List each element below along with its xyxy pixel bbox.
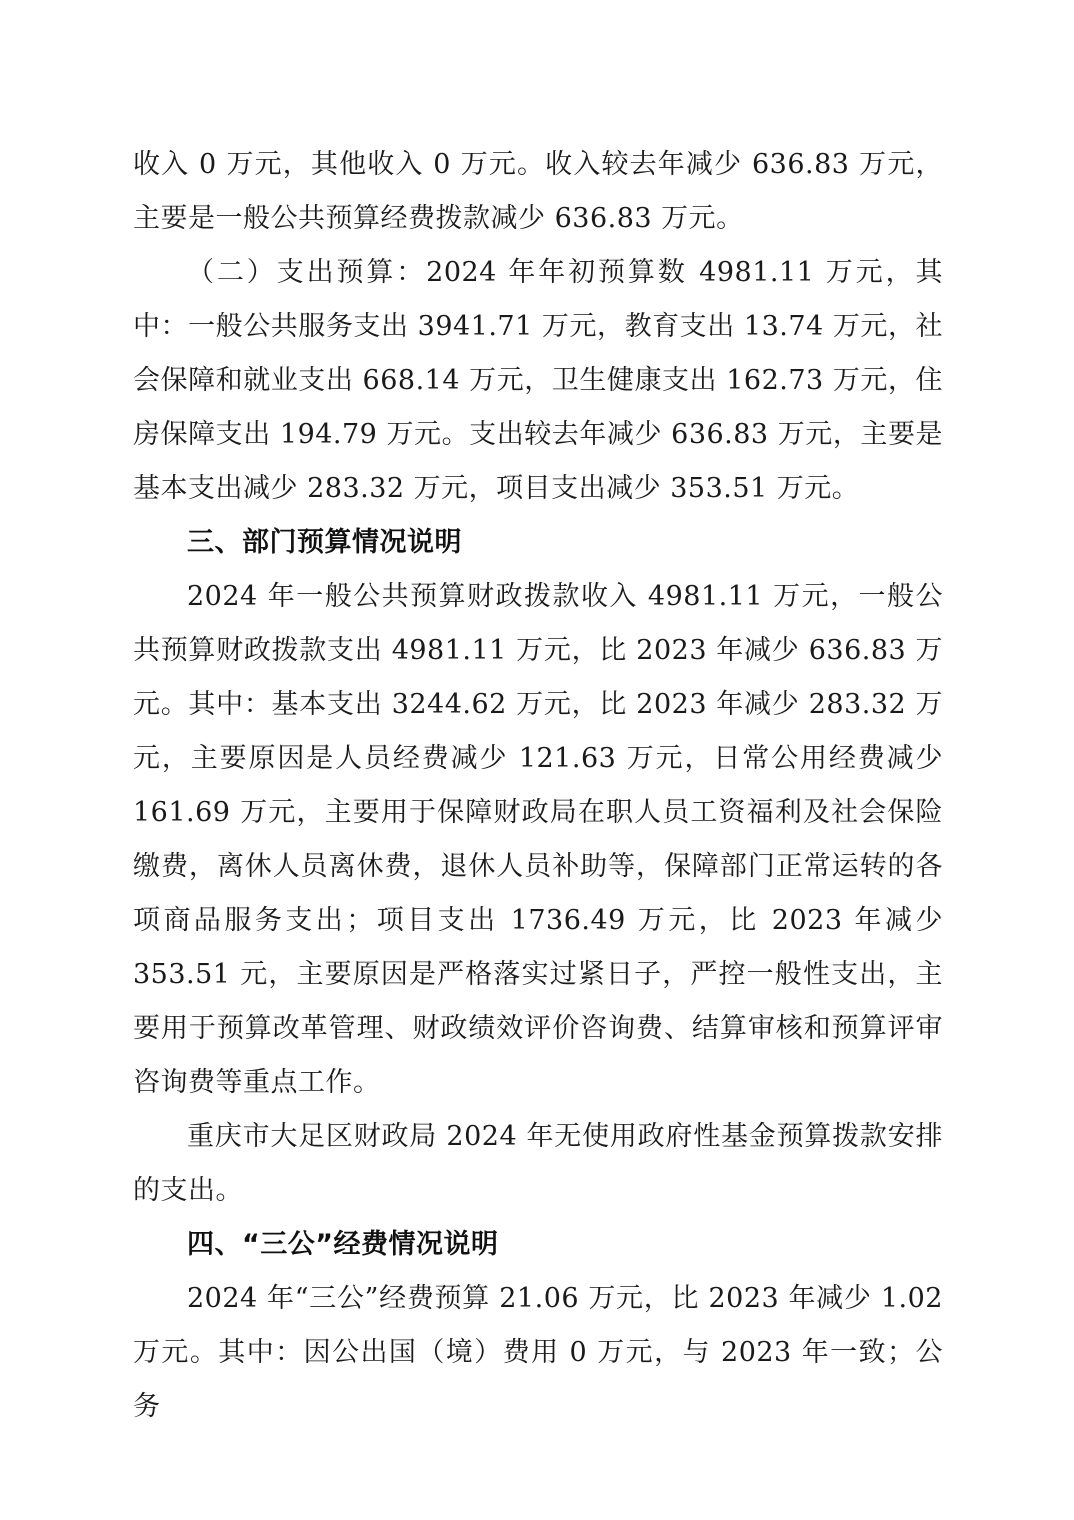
document-body (133, 138, 943, 1434)
paragraph-income-continued: 收入 0 万元，其他收入 0 万元。收入较去年减少 636.83 万元，主要是一般公共预算经费拨款减少 636.83 万元。 (133, 149, 943, 234)
paragraph-expenditure-budget: （二）支出预算：2024 年年初预算数 4981.11 万元，其中：一般公共服务支出 3941.71 万元，教育支出 13.74 万元，社会保障和就业支出 668.14 万元，卫生健康支出 162.73 万元，住房保障支出 194.79 万元。支出较去年减少 636.83 万元，主要是基本支出减少 283.32 万元，项目支出减少 353.51 万元。 (133, 257, 943, 504)
paragraph-government-fund: 重庆市大足区财政局 2024 年无使用政府性基金预算拨款安排的支出。 (133, 1121, 943, 1206)
section-heading-department-budget: 三、部门预算情况说明 (187, 527, 462, 558)
section-heading-three-public: 四、“三公”经费情况说明 (187, 1229, 499, 1260)
paragraph-three-public-budget: 2024 年“三公”经费预算 21.06 万元，比 2023 年减少 1.02 万元。其中：因公出国（境）费用 0 万元，与 2023 年一致；公务 (133, 1283, 943, 1422)
paragraph-general-budget: 2024 年一般公共预算财政拨款收入 4981.11 万元，一般公共预算财政拨款支出 4981.11 万元，比 2023 年减少 636.83 万元。其中：基本支出 3244.62 万元，比 2023 年减少 283.32 万元，主要原因是人员经费减少 121.63 万元，日常公用经费减少 161.69 万元，主要用于保障财政局在职人员工资福利及社会保险缴费，离休人员离休费，退休人员补助等，保障部门正常运转的各项商品服务支出；项目支出 1736.49 万元，比 2023 年减少 353.51 元，主要原因是严格落实过紧日子，严控一般性支出，主要用于预算改革管理、财政绩效评价咨询费、结算审核和预算评审咨询费等重点工作。 (133, 581, 943, 1098)
